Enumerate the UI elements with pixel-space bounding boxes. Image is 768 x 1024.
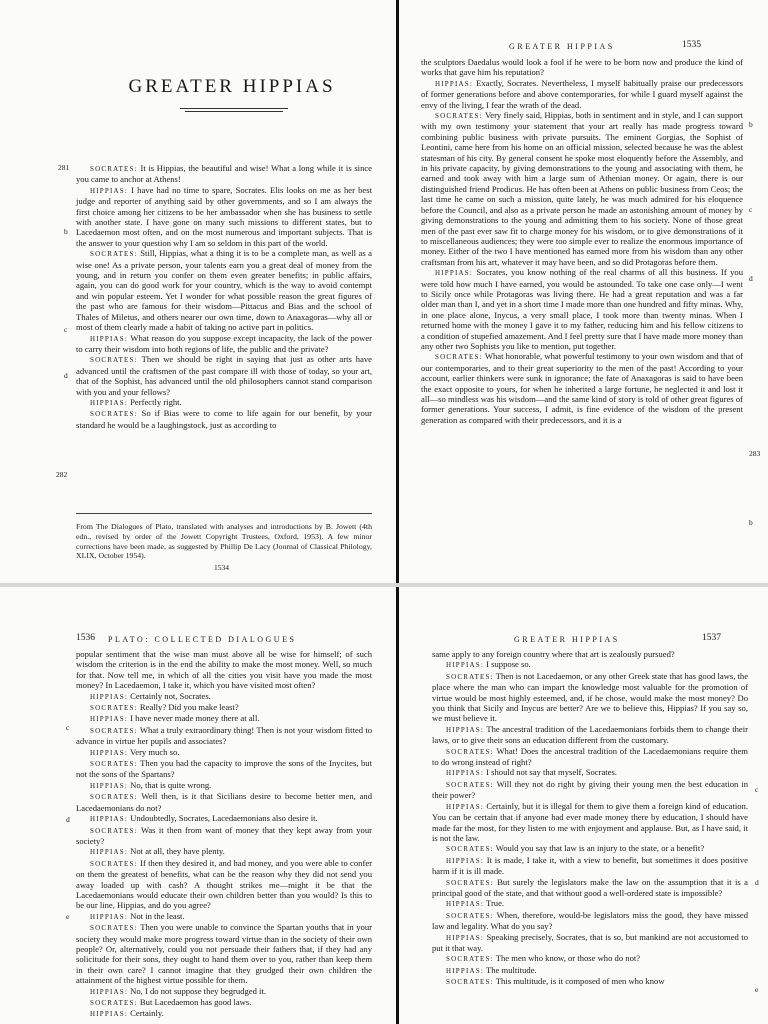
- speech-text: I suppose so.: [486, 659, 531, 670]
- speaker-label: SOCRATES:: [90, 165, 138, 173]
- speech-text: What reason do you suppose except incapacity, the lack of the power to carry their wisdom into both regions of life, the public and the private?: [76, 332, 372, 354]
- dialogue-paragraph: [432, 877, 748, 899]
- speaker-label: HIPPIAS:: [446, 802, 484, 811]
- speech-text: What a truly extraordinary thing! Then is not your wisdom fitted to advance in virtue her pupils and associates?: [76, 724, 372, 747]
- speech-text: No, I do not suppose they begrudged it.: [130, 985, 266, 996]
- speaker-label: HIPPIAS:: [90, 748, 128, 757]
- dialogue-paragraph: [432, 855, 748, 877]
- speech-text: Speaking precisely, Socrates, that is so, but mankind are not accustomed to put it that way.: [432, 931, 748, 953]
- stephanus-ref: e: [66, 912, 70, 921]
- speech-text: Not in the least.: [130, 910, 185, 921]
- speech-text: I have had no time to spare, Socrates. Elis looks on me as her best judge and reporter of anything said by other governments, and so I am always the first choice among her citizens to be her ambassador when she has business to settle with another state. I have gone on many such missions to different states, but to Lacedaemon most often, and on the most numerous and important subjects. That is the answer to your question why I am so seldom in this part of the world.: [76, 184, 372, 248]
- stephanus-ref: d: [64, 371, 68, 380]
- stephanus-ref: c: [64, 325, 68, 334]
- speaker-label: HIPPIAS:: [446, 856, 484, 865]
- stephanus-ref: d: [755, 878, 759, 887]
- speech-text: Undoubtedly, Socrates, Lacedaemonians also desire it.: [130, 813, 318, 824]
- dialogue-paragraph: [432, 965, 748, 976]
- dialogue-paragraph: [76, 791, 372, 813]
- dialogue-paragraph: [76, 248, 372, 332]
- dialogue-paragraph: [76, 1008, 372, 1019]
- speaker-label: HIPPIAS:: [90, 1010, 128, 1019]
- speech-text: same apply to any foreign country where that art is zealously pursued?: [432, 649, 675, 659]
- speaker-label: SOCRATES:: [90, 826, 138, 835]
- speech-text: No, that is quite wrong.: [130, 779, 212, 790]
- speech-text: True.: [486, 898, 505, 909]
- stephanus-ref: c: [755, 785, 759, 794]
- stephanus-ref: 283: [749, 449, 761, 458]
- speech-text: Was it then from want of money that they kept away from your society?: [76, 824, 372, 846]
- speech-text: Really? Did you make least?: [139, 702, 239, 713]
- dialogue-paragraph: [76, 185, 372, 248]
- page-number: 1536: [76, 633, 95, 643]
- dialogue-paragraph: [432, 649, 748, 659]
- dialogue-title: GREATER HIPPIAS: [128, 76, 336, 97]
- speech-text: Very finely said, Hippias, both in sentiment and in style, and I can support with my own testimony your statement that your art really has made progress toward combining public business with private pursuits. The eminent Gorgias, the Sophist of Leontini, came here from his home on an official mission, selected because he was the ablest statesman of his city. By general consent he spoke most eloquently before the Assembly, and in his private capacity, by giving demonstrations to the young and associating with them, he earned and took away with him a large sum of Athenian money. Or again, there is our distinguished friend Prodicus. He has often been at Athens on public business from Ceos; the last time he came on such a mission, quite lately, he was much admired for his eloquence before the Council, and also as a private person he made an astonishing amount of money by giving demonstrations to the young and admitting them to his society. None of those great men of the past ever saw fit to charge money for his wisdom, or to give demonstrations of it to miscellaneous audiences; they were too simple ever to realize the enormous importance of money. Either of the two I have mentioned has earned more from his wisdom than any other craftsman from his art, whatever it may have been, and so did Protagoras before them.: [421, 110, 743, 267]
- speaker-label: SOCRATES:: [90, 859, 138, 868]
- speaker-label: HIPPIAS:: [90, 334, 128, 343]
- speech-text: So if Bias were to come to life again for our benefit, by your standard he would be a laughingstock, just as according to: [76, 408, 372, 430]
- speaker-label: SOCRATES:: [446, 978, 494, 987]
- speech-text: Certainly, but it is illegal for them to give them a foreign kind of education. You can be certain that if anyone had ever made money there by education, I should have made far the most, for they listen to me with enjoyment and applause. But, as I have said, it is not the law.: [432, 800, 748, 843]
- dialogue-paragraph: [432, 843, 748, 854]
- stephanus-ref: 282: [56, 470, 68, 479]
- stephanus-ref: b: [749, 120, 753, 129]
- dialogue-paragraph: [76, 825, 372, 847]
- speaker-label: SOCRATES:: [90, 410, 138, 419]
- speaker-label: SOCRATES:: [446, 780, 494, 789]
- speech-text: It is made, I take it, with a view to benefit, but sometimes it does positive harm if it is ill made.: [432, 854, 748, 877]
- dialogue-paragraph: [432, 779, 748, 801]
- speaker-label: HIPPIAS:: [90, 781, 128, 790]
- speaker-label: SOCRATES:: [90, 250, 138, 259]
- speaker-label: SOCRATES:: [446, 672, 494, 681]
- dialogue-paragraph: [76, 649, 372, 691]
- dialogue-paragraph: [421, 110, 743, 267]
- dialogue-paragraph: [421, 57, 743, 78]
- speech-text: Not at all, they have plenty.: [130, 846, 225, 857]
- speech-text: Very much so.: [130, 746, 180, 757]
- speech-text: Still, Hippias, what a thing it is to be a complete man, as well as a wise one! As a private person, your talents earn you a great deal of money from the young, and in return you confer on them even greater benefits; in public affairs, again, you can do good work for your country, which is the way to avoid contempt and win popular esteem. Yet I wonder for what possible reason the great figures of the past who are famous for their wisdom—Pittacus and Bias and the school of Thales of Miletus, and others nearer our own time, down to Anaxagoras—why all or most of them clearly made a habit of taking no active part in politics.: [76, 248, 372, 333]
- speech-text: What honorable, what powerful testimony to your own wisdom and that of our contemporaries, and to their great superiority to the men of the past! According to your account, earlier thinkers were sunk in ignorance; the fate of Anaxagoras is said to have been the exact opposite to yours, for when he inherited a large fortune, he neglected it and lost it all—so mindless was his wisdom—and the same kind of story is told of other great figures of former generations. Your success, I admit, is fine evidence of the wisdom of the present generation as compared with their predecessors, and it is a: [421, 351, 743, 425]
- speech-text: Certainly.: [130, 1008, 164, 1019]
- page-1535: [399, 0, 768, 583]
- dialogue-paragraph: [76, 846, 372, 857]
- page-1-body: [76, 163, 372, 508]
- dialogue-paragraph: [76, 691, 372, 702]
- dialogue-paragraph: [432, 671, 748, 724]
- speaker-label: HIPPIAS:: [90, 815, 128, 824]
- speech-text: Then you had the capacity to improve the sons of the Inycites, but not the sons of the Spartans?: [76, 758, 372, 780]
- page-number: 1535: [682, 40, 701, 50]
- running-head: GREATER HIPPIAS: [514, 635, 620, 644]
- dialogue-paragraph: [76, 922, 372, 985]
- running-head: PLATO: COLLECTED DIALOGUES: [108, 635, 297, 644]
- dialogue-paragraph: [432, 953, 748, 964]
- speaker-label: HIPPIAS:: [90, 912, 128, 921]
- dialogue-paragraph: [76, 408, 372, 430]
- speaker-label: HIPPIAS:: [90, 692, 128, 701]
- page-2-body: [421, 57, 743, 527]
- stephanus-ref: e: [755, 985, 759, 994]
- speaker-label: SOCRATES:: [90, 704, 138, 713]
- speaker-label: SOCRATES:: [446, 955, 494, 964]
- speech-text: Exactly, Socrates. Nevertheless, I myself habitually praise our predecessors of former generations before and above contemporaries, for while I guard myself against the envy of the living, I fear the wrath of the dead.: [421, 77, 743, 110]
- page-number: 1534: [214, 563, 229, 572]
- speech-text: Then we should be right in saying that just as other arts have advanced until the craftsmen of the past compare ill with those of today, so your art, that of the Sophist, has advanced until the old philosophers cannot stand comparison with you and your fellows?: [76, 354, 372, 397]
- stephanus-ref: b: [64, 227, 68, 236]
- speaker-label: SOCRATES:: [435, 112, 483, 121]
- speech-text: popular sentiment that the wise man must above all be wise for himself; of such wisdom the criterion is in the end the ability to make the most money. Well, so much for that. Now tell me, in which of all the cities you visit have you made the most money? In Lacedaemon, I take it, which you have visited most often?: [76, 649, 372, 691]
- speaker-label: HIPPIAS:: [446, 933, 484, 942]
- speech-text: Certainly not, Socrates.: [130, 690, 211, 701]
- speech-text: Socrates, you know nothing of the real charms of all this business. If you were told how much I have earned, you would be astounded. To take one case only—I went to Sicily once while Protagoras was living there. He had a great reputation and was a far older man than I, and yet in a short time I made more than one hundred and fifty minas. Why, in one place alone, Inycus, a very small place, I took more than twenty minas. When I returned home with the money I gave it to my father, reducing him and his fellow citizens to a condition of stupefied amazement. And I feel pretty sure that I have made more money than any other two Sophists you like to mention, put together.: [421, 267, 744, 351]
- stephanus-ref: c: [749, 205, 753, 214]
- dialogue-paragraph: [76, 911, 372, 922]
- speech-text: Then is not Lacedaemon, or any other Greek state that has good laws, the place where the man who can impart the knowledge most valuable for the promotion of virtue would be most highly esteemed, and, if he chose, would make the most money? Do you think that Sicily and Inycus are better? Are we to believe this, Hippias? If you say so, we must believe it.: [432, 670, 749, 724]
- speaker-label: SOCRATES:: [90, 726, 138, 735]
- speaker-label: HIPPIAS:: [90, 186, 128, 195]
- speech-text: Perfectly right.: [130, 396, 182, 407]
- speaker-label: HIPPIAS:: [446, 769, 484, 778]
- dialogue-paragraph: [76, 397, 372, 408]
- speaker-label: HIPPIAS:: [90, 398, 128, 407]
- speech-text: The multitude.: [486, 964, 537, 975]
- speaker-label: HIPPIAS:: [446, 966, 484, 975]
- speaker-label: HIPPIAS:: [435, 79, 473, 88]
- dialogue-paragraph: [432, 976, 748, 987]
- speech-text: If then they desired it, and had money, and you were able to confer on them the greatest of benefits, what can be the reason why they did not send you away loaded up with cash? A thought strikes me—might it be that the Lacedaemonians would educate their own children better than you would? Is this to be our line, Hippias, and do you agree?: [76, 857, 373, 911]
- page-1534: [0, 0, 396, 583]
- speech-text: But surely the legislators make the law on the assumption that it is a principal good of the state, and that without good a well-ordered state is impossible?: [432, 876, 748, 898]
- speaker-label: HIPPIAS:: [446, 661, 484, 670]
- dialogue-paragraph: [432, 659, 748, 670]
- speaker-label: SOCRATES:: [435, 353, 483, 362]
- footnote-rule: [76, 513, 372, 514]
- stephanus-ref: b: [749, 518, 753, 527]
- speaker-label: SOCRATES:: [446, 911, 494, 920]
- speaker-label: HIPPIAS:: [90, 715, 128, 724]
- page-1537: [399, 587, 768, 1024]
- running-head: GREATER HIPPIAS: [509, 42, 615, 51]
- speaker-label: HIPPIAS:: [446, 725, 484, 734]
- dialogue-paragraph: [76, 780, 372, 791]
- stephanus-ref: d: [66, 815, 70, 824]
- speech-text: What! Does the ancestral tradition of the Lacedaemonians require them to do wrong instead of right?: [432, 745, 748, 768]
- page-4-body: [432, 649, 748, 1024]
- speech-text: I should not say that myself, Socrates.: [486, 767, 617, 778]
- speaker-label: HIPPIAS:: [90, 987, 128, 996]
- title-rule: [185, 111, 283, 112]
- speaker-label: SOCRATES:: [446, 878, 494, 887]
- speech-text: The ancestral tradition of the Lacedaemonians forbids them to change their laws, or to give their sons an education different from the customary.: [432, 723, 748, 746]
- speech-text: I have never made money there at all.: [130, 713, 260, 724]
- speaker-label: SOCRATES:: [446, 747, 494, 756]
- dialogue-paragraph: [432, 898, 748, 909]
- stephanus-ref: d: [749, 274, 753, 283]
- speech-text: But Lacedaemon has good laws.: [139, 997, 252, 1007]
- dialogue-paragraph: [76, 997, 372, 1008]
- title-rule: [180, 108, 288, 109]
- speech-text: The men who know, or those who do not?: [495, 953, 641, 964]
- speech-text: Would you say that law is an injury to the state, or a benefit?: [495, 843, 705, 854]
- speech-text: the sculptors Daedalus would look a fool if he were to be born now and produce the kind of works that gave him his reputation?: [421, 57, 743, 78]
- speech-text: Then you were unable to convince the Spartan youths that in your society they would make more progress toward virtue than in the society of their own people? Or, alternatively, could you not persuade their fathers that, if they had any solicitude for their sons, they ought to hand them over to you, rather than keep them in their own care? I cannot imagine that they grudged their own children the attainment of the highest virtue possible for them.: [76, 922, 373, 986]
- dialogue-paragraph: [432, 746, 748, 768]
- dialogue-paragraph: [421, 351, 743, 425]
- dialogue-paragraph: [76, 725, 372, 747]
- dialogue-paragraph: [432, 932, 748, 954]
- dialogue-paragraph: [432, 767, 748, 778]
- page-3-body: [76, 649, 372, 1024]
- speech-text: Well then, is it that Sicilians desire to become better men, and Lacedaemonians do not?: [76, 791, 372, 813]
- page-number: 1537: [702, 633, 721, 643]
- dialogue-paragraph: [432, 910, 748, 932]
- dialogue-paragraph: [76, 858, 372, 911]
- dialogue-paragraph: [421, 78, 743, 110]
- dialogue-paragraph: [76, 713, 372, 724]
- speaker-label: HIPPIAS:: [435, 269, 473, 278]
- dialogue-paragraph: [76, 702, 372, 713]
- stephanus-ref: c: [66, 723, 70, 732]
- speech-text: This multitude, is it composed of men who know: [495, 976, 665, 987]
- speaker-label: SOCRATES:: [446, 845, 494, 854]
- speaker-label: HIPPIAS:: [90, 848, 128, 857]
- dialogue-paragraph: [421, 267, 743, 351]
- speaker-label: SOCRATES:: [90, 999, 138, 1007]
- dialogue-paragraph: [76, 333, 372, 355]
- dialogue-paragraph: [76, 986, 372, 997]
- dialogue-paragraph: [432, 801, 748, 844]
- speaker-label: SOCRATES:: [90, 924, 138, 933]
- dialogue-paragraph: [432, 724, 748, 746]
- stephanus-ref: 281: [58, 163, 70, 172]
- dialogue-paragraph: [76, 354, 372, 397]
- dialogue-paragraph: [76, 813, 372, 824]
- page-1536: [0, 587, 396, 1024]
- speaker-label: SOCRATES:: [90, 760, 138, 769]
- speaker-label: SOCRATES:: [90, 793, 138, 802]
- dialogue-paragraph: [76, 758, 372, 780]
- speaker-label: SOCRATES:: [90, 356, 138, 365]
- dialogue-paragraph: [76, 747, 372, 758]
- speech-text: When, therefore, would-be legislators miss the good, they have missed law and legality. What do you say?: [432, 909, 748, 932]
- speech-text: It is Hippias, the beautiful and wise! What a long while it is since you came to anchor at Athens!: [76, 163, 372, 185]
- source-footnote: From The Dialogues of Plato, translated with analyses and introductions by B. Jowett (4th edn., revised by order of the Jowett Copyright Trustees, Oxford, 1953). A few minor corrections have been made, as suggested by Phillip De Lacy (Journal of Classical Philology, XLIX, October 1954).: [76, 522, 372, 561]
- dialogue-paragraph: [76, 163, 372, 185]
- speaker-label: HIPPIAS:: [446, 900, 484, 909]
- speech-text: Will they not do right by giving their young men the best education in their power?: [432, 778, 748, 801]
